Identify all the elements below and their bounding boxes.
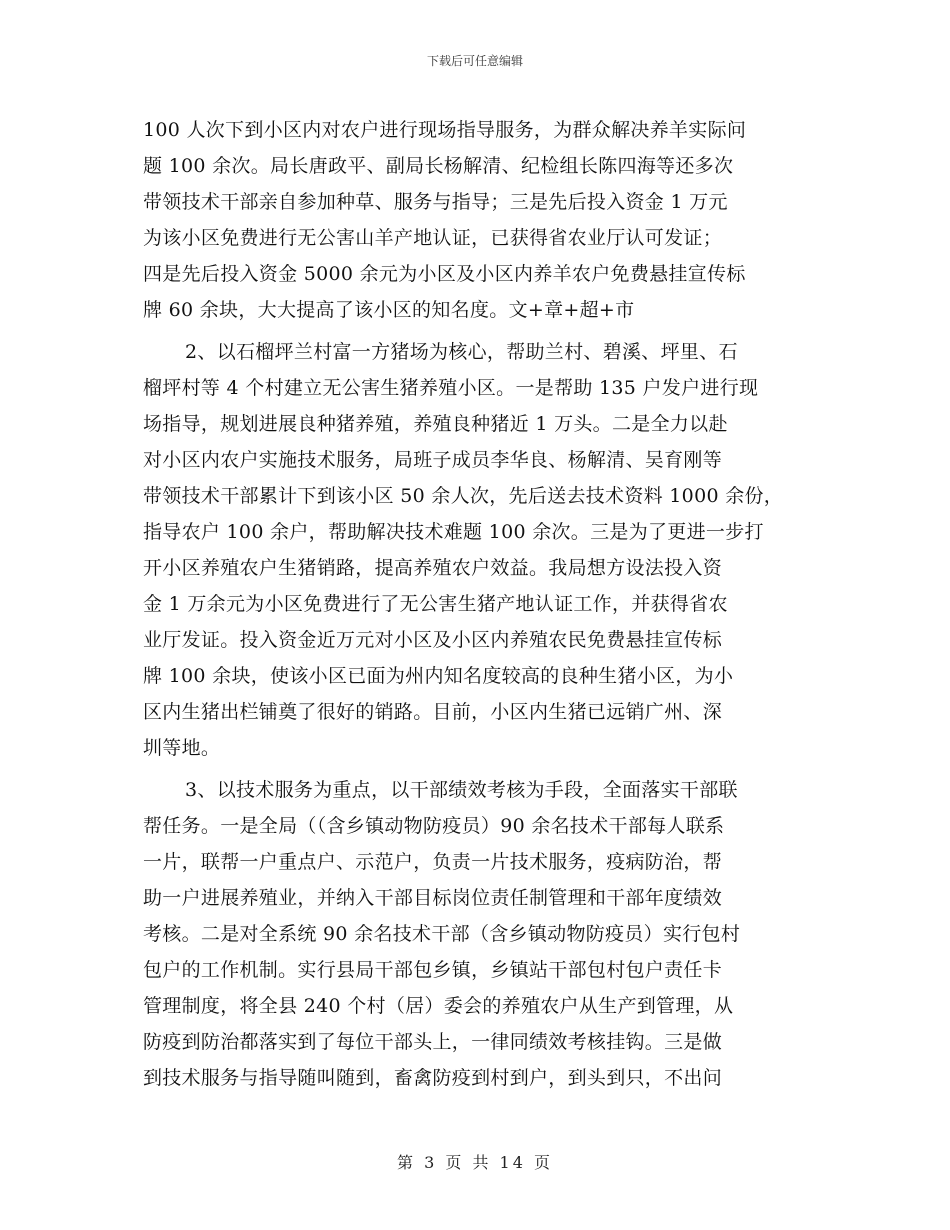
text-line: 2、以石榴坪兰村富一方猪场为核心，帮助兰村、碧溪、坪里、石 bbox=[185, 341, 738, 363]
text-line: 100 人次下到小区内对农户进行现场指导服务，为群众解决养羊实际问 bbox=[143, 119, 747, 141]
text-line: 带领技术干部亲自参加种草、服务与指导；三是先后投入资金 1 万元 bbox=[143, 191, 728, 213]
text-line: 带领技术干部累计下到该小区 50 余人次，先后送去技术资料 1000 余份， bbox=[143, 485, 784, 507]
text-line: 四是先后投入资金 5000 余元为小区及小区内养羊农户免费悬挂宣传标 bbox=[143, 263, 746, 285]
text-line: 榴坪村等 4 个村建立无公害生猪养殖小区。一是帮助 135 户发户进行现 bbox=[143, 377, 759, 399]
text-line: 金 1 万余元为小区免费进行了无公害生猪产地认证工作，并获得省农 bbox=[143, 593, 728, 615]
text-line: 业厅发证。投入资金近万元对小区及小区内养殖农民免费悬挂宣传标 bbox=[143, 629, 723, 651]
page-header: 下载后可任意编辑 bbox=[426, 54, 523, 68]
text-line: 开小区养殖农户生猪销路，提高养殖农户效益。我局想方设法投入资 bbox=[143, 557, 723, 579]
text-line: 包户的工作机制。实行县局干部包乡镇，乡镇站干部包村包户责任卡 bbox=[143, 959, 723, 981]
text-line: 到技术服务与指导随叫随到，畜禽防疫到村到户，到头到只，不出问 bbox=[143, 1067, 723, 1089]
text-line: 一片，联帮一户重点户、示范户，负责一片技术服务，疫病防治，帮 bbox=[143, 851, 723, 873]
page-number: 第 3 页 共 14 页 bbox=[397, 1153, 553, 1172]
text-line: 助一户进展养殖业，并纳入干部目标岗位责任制管理和干部年度绩效 bbox=[143, 887, 723, 909]
text-line: 防疫到防治都落实到了每位干部头上，一律同绩效考核挂钩。三是做 bbox=[143, 1031, 723, 1053]
text-line: 对小区内农户实施技术服务，局班子成员李华良、杨解清、吴育刚等 bbox=[143, 449, 723, 471]
text-line: 3、以技术服务为重点，以干部绩效考核为手段，全面落实干部联 bbox=[185, 779, 738, 801]
text-line: 为该小区免费进行无公害山羊产地认证，已获得省农业厅认可发证； bbox=[143, 227, 723, 249]
text-line: 圳等地。 bbox=[143, 737, 221, 759]
text-line: 牌 60 余块，大大提高了该小区的知名度。文+章+超+市 bbox=[143, 299, 635, 321]
text-line: 题 100 余次。局长唐政平、副局长杨解清、纪检组长陈四海等还多次 bbox=[143, 155, 734, 177]
text-line: 管理制度，将全县 240 个村（居）委会的养殖农户从生产到管理，从 bbox=[143, 995, 734, 1017]
text-line: 区内生猪出栏铺奠了很好的销路。目前，小区内生猪已远销广州、深 bbox=[143, 701, 723, 723]
text-line: 场指导，规划进展良种猪养殖，养殖良种猪近 1 万头。二是全力以赴 bbox=[143, 413, 728, 435]
text-line: 指导农户 100 余户，帮助解决技术难题 100 余次。三是为了更进一步打 bbox=[143, 521, 764, 543]
document-body bbox=[143, 112, 843, 1096]
text-line: 帮任务。一是全局（（含乡镇动物防疫员）90 余名技术干部每人联系 bbox=[143, 815, 725, 837]
text-line: 考核。二是对全系统 90 余名技术干部（含乡镇动物防疫员）实行包村 bbox=[143, 923, 741, 945]
text-line: 牌 100 余块，使该小区已面为州内知名度较高的良种生猪小区，为小 bbox=[143, 665, 734, 687]
